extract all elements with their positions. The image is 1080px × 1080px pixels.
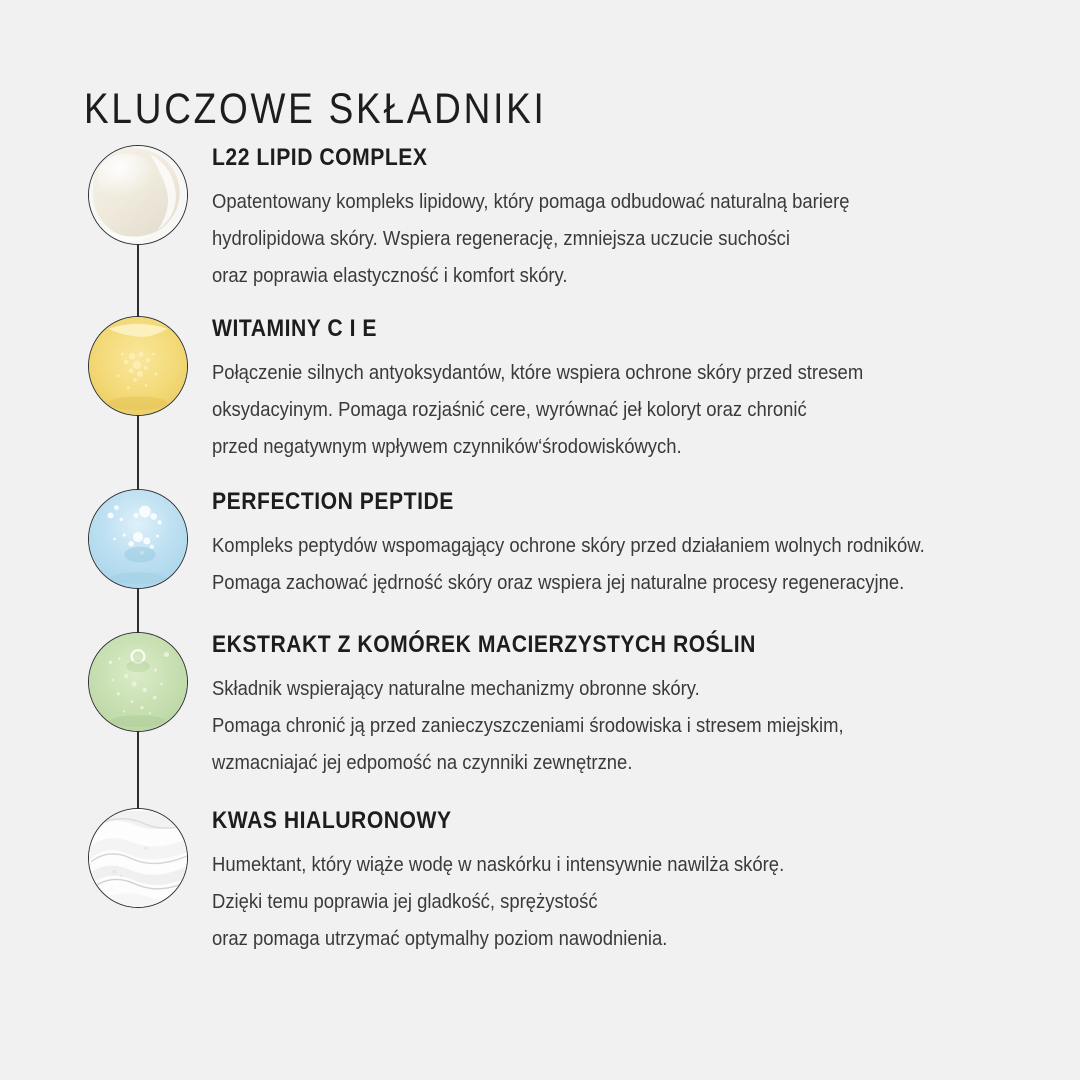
yellow-serum-swatch	[88, 316, 188, 416]
ingredient-title: KWAS HIALURONOWY	[212, 807, 452, 834]
ingredient-description	[212, 354, 959, 465]
description-line: Dzięki temu poprawia jej gladkość, sprężystość	[212, 890, 598, 914]
description-line: Składnik wspierający naturalne mechanizmy obronne skóry.	[212, 677, 700, 701]
description-line: Pomaga zachować jędrność skóry oraz wspiera jej naturalne procesy regeneracyjne.	[212, 571, 905, 595]
description-line: oraz pomaga utrzymać optymalhy poziom nawodnienia.	[212, 927, 668, 951]
ingredient-text-block	[212, 489, 1042, 601]
description-line: Kompleks peptydów wspomagąjący ochrone skóry przed działaniem wolnych rodników.	[212, 534, 925, 558]
ingredient-description	[212, 846, 959, 957]
description-line: wzmacniajać jej edpomość na czynniki zewnętrzne.	[212, 751, 633, 775]
ingredient-text-block	[212, 316, 1042, 465]
description-line: przed negatywnym wpływem czynników‘środowiskówych.	[212, 435, 682, 459]
ingredient-text-block	[212, 145, 1042, 294]
ingredient-description	[212, 527, 959, 601]
ingredient-title: EKSTRAKT Z KOMÓREK MACIERZYSTYCH ROŚLIN	[212, 631, 756, 658]
ingredient-title: WITAMINY C I E	[212, 315, 378, 342]
clear-gel-swatch	[88, 808, 188, 908]
description-line: Opatentowany kompleks lipidowy, który pomaga odbudować naturalną barierę	[212, 190, 850, 214]
description-line: Humektant, który wiąże wodę w naskórku i intensywnie nawilża skórę.	[212, 853, 785, 877]
ingredient-text-block	[212, 632, 1042, 781]
ingredient-title: PERFECTION PEPTIDE	[212, 488, 454, 515]
description-line: oraz poprawia elastyczność i komfort skóry.	[212, 264, 568, 288]
description-line: hydrolipidowa skóry. Wspiera regenerację, zmniejsza uczucie suchości	[212, 227, 791, 251]
green-gel-swatch	[88, 632, 188, 732]
ingredient-description	[212, 670, 959, 781]
ingredient-text-block	[212, 808, 1042, 957]
description-line: Połączenie silnych antyoksydantów, które wspiera ochrone skóry przed stresem	[212, 361, 864, 385]
page-title: KLUCZOWE SKŁADNIKI	[84, 84, 547, 133]
cream-swatch	[88, 145, 188, 245]
ingredient-title: L22 LIPID COMPLEX	[212, 144, 428, 171]
blue-gel-swatch	[88, 489, 188, 589]
description-line: Pomaga chronić ją przed zanieczyszczeniami środowiska i stresem miejskim,	[212, 714, 844, 738]
description-line: oksydacyinym. Pomaga rozjaśnić cere, wyrównać jeł koloryt oraz chronić	[212, 398, 807, 422]
ingredient-description	[212, 183, 959, 294]
